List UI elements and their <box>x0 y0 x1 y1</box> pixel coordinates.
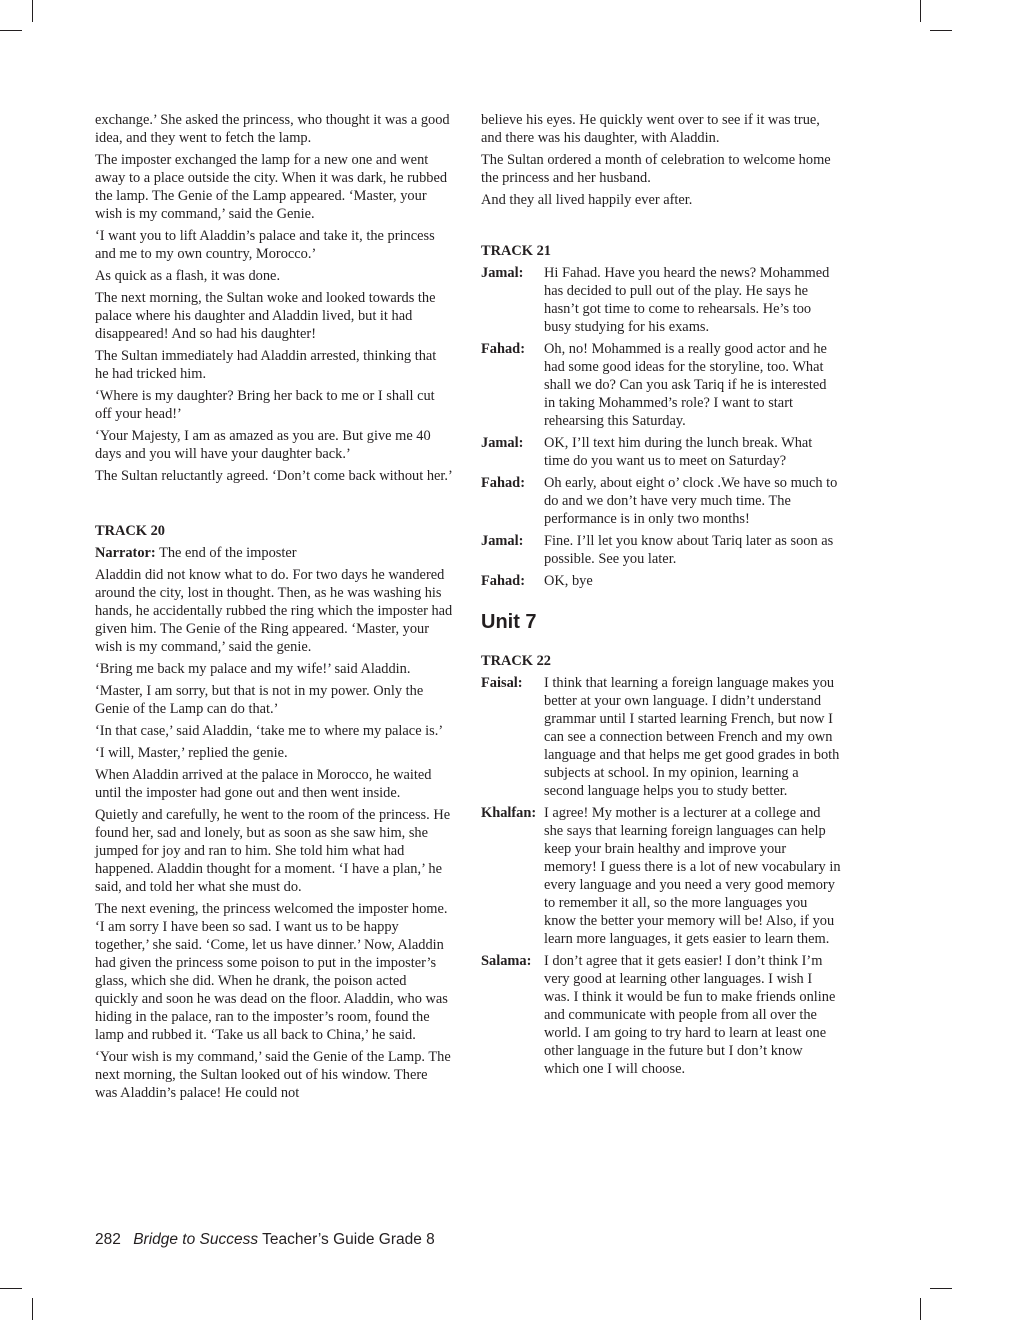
story-paragraph: ‘Where is my daughter? Bring her back to me or I shall cut off your head!’ <box>95 388 435 422</box>
crop-mark-top-right-h <box>930 30 952 31</box>
dialogue-line <box>481 804 841 948</box>
page-footer <box>95 1231 435 1249</box>
story-paragraph: ‘Your wish is my command,’ said the Genie of the Lamp. The next morning, the Sultan looked out of his window. There was Aladdin’s palace! He could not <box>95 1049 451 1101</box>
dialogue-text: OK, I’ll text him during the lunch break. What time do you want us to meet on Saturday? <box>544 435 813 469</box>
story-paragraph: ‘I will, Master,’ replied the genie. <box>95 745 288 761</box>
story-paragraph: ‘In that case,’ said Aladdin, ‘take me to where my palace is.’ <box>95 723 444 739</box>
dialogue-text: I don’t agree that it gets easier! I don’t think I’m very good at learning other languages. I wish I was. I think it would be fun to make friends online and communicate with people from all over the world. I am going to try hard to learn at least one other language in the future but I don’t know which one I will choose. <box>544 953 836 1077</box>
dialogue-line <box>481 474 841 528</box>
narrator-text: The end of the imposter <box>155 545 297 561</box>
dialogue-line <box>481 434 841 470</box>
story-paragraph: ‘Your Majesty, I am as amazed as you are. But give me 40 days and you will have your daughter back.’ <box>95 428 431 462</box>
crop-mark-bottom-left-h <box>0 1288 22 1289</box>
story-paragraph: exchange.’ She asked the princess, who thought it was a good idea, and they went to fetch the lamp. <box>95 112 450 146</box>
right-column <box>481 111 841 1082</box>
dialogue-text: Oh, no! Mohammed is a really good actor and he had some good ideas for the storyline, too. What shall we do? Can you ask Tariq if he is interested in taking Mohammed’s role? I want to start rehearsing this Saturday. <box>544 341 827 429</box>
dialogue-line <box>481 532 841 568</box>
speaker-label: Jamal: <box>481 265 524 281</box>
dialogue-text: Hi Fahad. Have you heard the news? Mohammed has decided to pull out of the play. He says he hasn’t got time to come to rehearsals. He’s too busy studying for his exams. <box>544 265 830 335</box>
book-subtitle: Teacher’s Guide Grade 8 <box>258 1231 435 1248</box>
speaker-label: Fahad: <box>481 573 525 589</box>
story-paragraph: believe his eyes. He quickly went over to see if it was true, and there was his daughter, with Aladdin. <box>481 112 820 146</box>
story-paragraph: The Sultan reluctantly agreed. ‘Don’t come back without her.’ <box>95 468 453 484</box>
dialogue-text: Oh early, about eight o’ clock .We have so much to do and we don’t have very much time. The performance is in only two months! <box>544 475 838 527</box>
crop-mark-top-right-v <box>920 0 921 22</box>
dialogue-text: Fine. I’ll let you know about Tariq later as soon as possible. See you later. <box>544 533 834 567</box>
story-paragraph: The Sultan immediately had Aladdin arrested, thinking that he had tricked him. <box>95 348 437 382</box>
dialogue-line <box>481 572 841 590</box>
speaker-label: Faisal: <box>481 675 523 691</box>
story-paragraph: ‘Master, I am sorry, but that is not in my power. Only the Genie of the Lamp can do that.’ <box>95 683 424 717</box>
story-paragraph: When Aladdin arrived at the palace in Morocco, he waited until the imposter had gone out and then went inside. <box>95 767 432 801</box>
story-paragraph: ‘I want you to lift Aladdin’s palace and take it, the princess and me to my own country, Morocco.’ <box>95 228 435 262</box>
story-paragraph: The next morning, the Sultan woke and looked towards the palace where his daughter and Aladdin lived, but it had disappeared! And so had his daughter! <box>95 290 436 342</box>
speaker-label: Jamal: <box>481 533 524 549</box>
speaker-label: Jamal: <box>481 435 524 451</box>
speaker-label: Fahad: <box>481 341 525 357</box>
dialogue-line <box>481 674 841 800</box>
narrator-line <box>95 544 453 562</box>
story-paragraph: Quietly and carefully, he went to the room of the princess. He found her, sad and lonely, but as soon as she saw him, she jumped for joy and ran to him. She told him what had happened. Aladdin thought for a moment. ‘I have a plan,’ he said, and told her what she must do. <box>95 807 451 895</box>
dialogue-line <box>481 264 841 336</box>
dialogue-text: I agree! My mother is a lecturer at a college and she says that learning foreign languages can help keep your brain healthy and improve your memory! I guess there is a lot of new vocabulary in every language and you need a very good memory to remember it all, so the more languages you know the better your memory will be! Also, if you learn more languages, it gets easier to learn them. <box>544 805 841 947</box>
left-column <box>95 111 453 1106</box>
dialogue-line <box>481 340 841 430</box>
story-paragraph: The imposter exchanged the lamp for a new one and went away to a place outside the city. When it was dark, he rubbed the lamp. The Genie of the Lamp appeared. ‘Master, your wish is my command,’ said the Genie. <box>95 152 448 222</box>
story-paragraph: The Sultan ordered a month of celebration to welcome home the princess and her husband. <box>481 152 831 186</box>
unit-heading: Unit 7 <box>481 611 537 633</box>
track-21-heading: TRACK 21 <box>481 243 551 259</box>
track-22-heading: TRACK 22 <box>481 653 551 669</box>
crop-mark-top-left-h <box>0 30 22 31</box>
speaker-label: Khalfan: <box>481 805 537 821</box>
story-paragraph: ‘Bring me back my palace and my wife!’ said Aladdin. <box>95 661 411 677</box>
story-paragraph: The next evening, the princess welcomed the imposter home. ‘I am sorry I have been so sad. I want us to be happy together,’ she said. ‘Come, let us have dinner.’ Now, Aladdin had given the princess some poison to put in the imposter’s glass, which she did. When he drank, the poison acted quickly and soon he was dead on the floor. Aladdin, who was hiding in the palace, ran to the imposter’s room, found the lamp and rubbed it. ‘Take us all back to China,’ he said. <box>95 901 448 1043</box>
story-paragraph: As quick as a flash, it was done. <box>95 268 281 284</box>
dialogue-text: I think that learning a foreign language makes you better at your own language. I didn’t understand grammar until I started learning French, but now I can see a connection between French and my own language and that helps me get good grades in both subjects at school. In my opinion, learning a second language helps you to study better. <box>544 675 840 799</box>
crop-mark-top-left-v <box>32 0 33 22</box>
page-number: 282 <box>95 1231 121 1248</box>
book-title: Bridge to Success <box>133 1231 259 1248</box>
crop-mark-bottom-right-h <box>930 1288 952 1289</box>
crop-mark-bottom-left-v <box>32 1298 33 1320</box>
speaker-label: Fahad: <box>481 475 525 491</box>
dialogue-text: OK, bye <box>544 573 593 589</box>
story-paragraph: And they all lived happily ever after. <box>481 192 693 208</box>
dialogue-line <box>481 952 841 1078</box>
speaker-label: Salama: <box>481 953 532 969</box>
narrator-label: Narrator: <box>95 545 156 561</box>
crop-mark-bottom-right-v <box>920 1298 921 1320</box>
story-paragraph: Aladdin did not know what to do. For two days he wandered around the city, lost in thought. Then, as he was washing his hands, he accidentally rubbed the ring which the imposter had given him. The Genie of the Ring appeared. ‘Master, your wish is my command,’ said the genie. <box>95 567 453 655</box>
track-20-heading: TRACK 20 <box>95 523 165 539</box>
